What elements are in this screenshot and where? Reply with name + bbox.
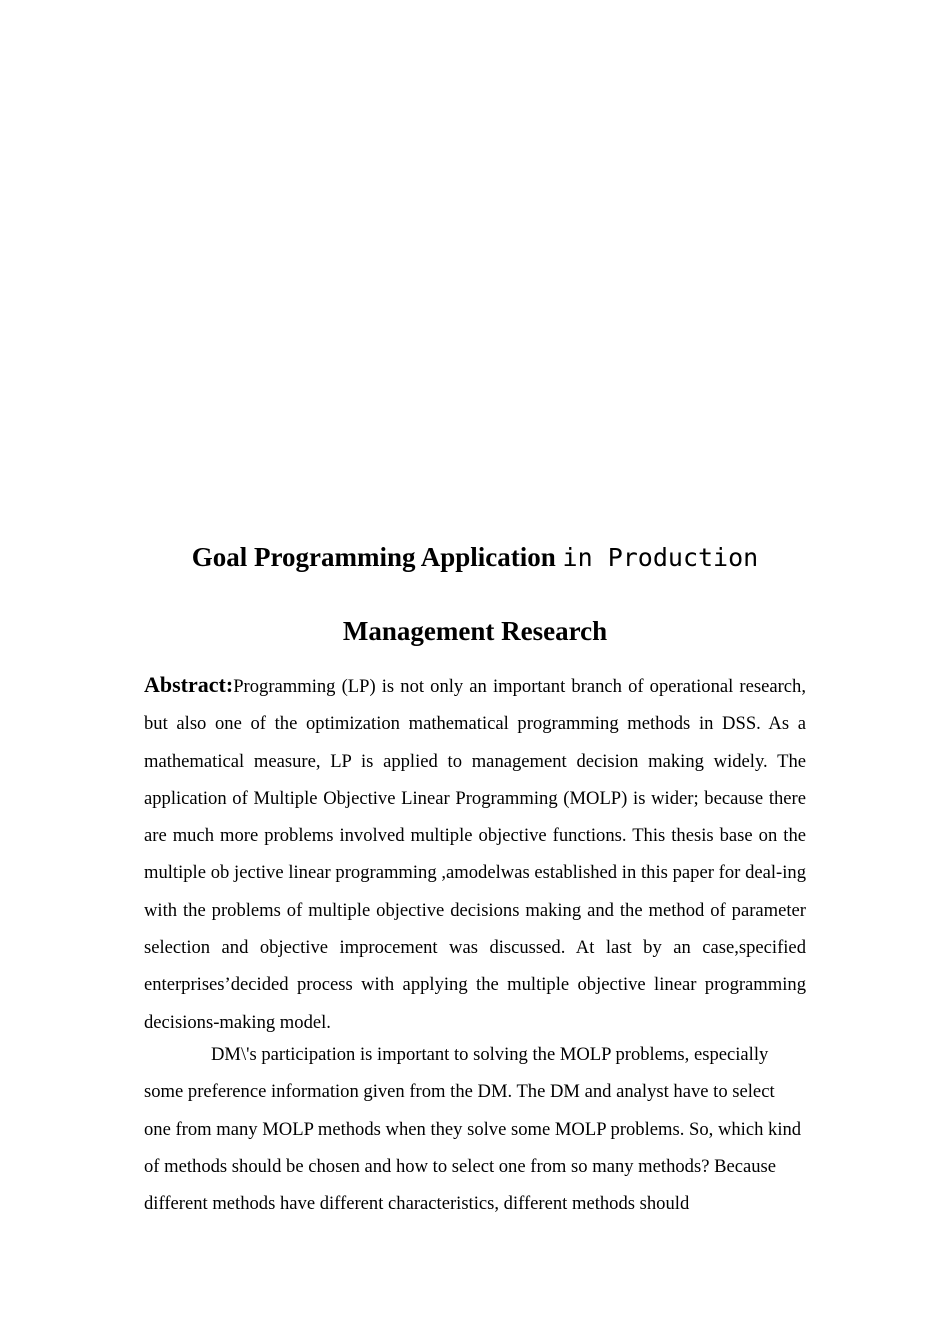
body-paragraph: DM\'s participation is important to solving the MOLP problems, especially some preference information given from the DM. The DM and analyst have to select one from many MOLP methods when they solve some MOLP problems. So, which kind of methods should be chosen and how to select one from so many methods? Because different methods have different characteristics, different methods should bbox=[144, 1044, 802, 1215]
title-bold-part: Goal Programming Application bbox=[191, 542, 556, 572]
abstract-label: Abstract: bbox=[144, 672, 234, 697]
title-line-1 bbox=[0, 540, 950, 575]
title-mono-part: in Production bbox=[562, 543, 759, 572]
abstract-paragraph bbox=[144, 666, 806, 1041]
title-line-2: Management Research bbox=[342, 616, 608, 646]
abstract-text: Programming (LP) is not only an important branch of operational research, but also one of the optimization mathematical programming methods in DSS. As a mathematical measure, LP is applied to management decision making widely. The application of Multiple Objective Linear Programming (MOLP) is wider; because there are much more problems involved multiple objective functions. This thesis base on the multiple ob jective linear programming ,amodelwas established in this paper for deal-ing with the problems of multiple objective decisions making and the method of parameter selection and objective improcement was discussed. At last by an case,specified enterprises’decided process with applying the multiple objective linear programming decisions-making model. bbox=[144, 676, 806, 1033]
